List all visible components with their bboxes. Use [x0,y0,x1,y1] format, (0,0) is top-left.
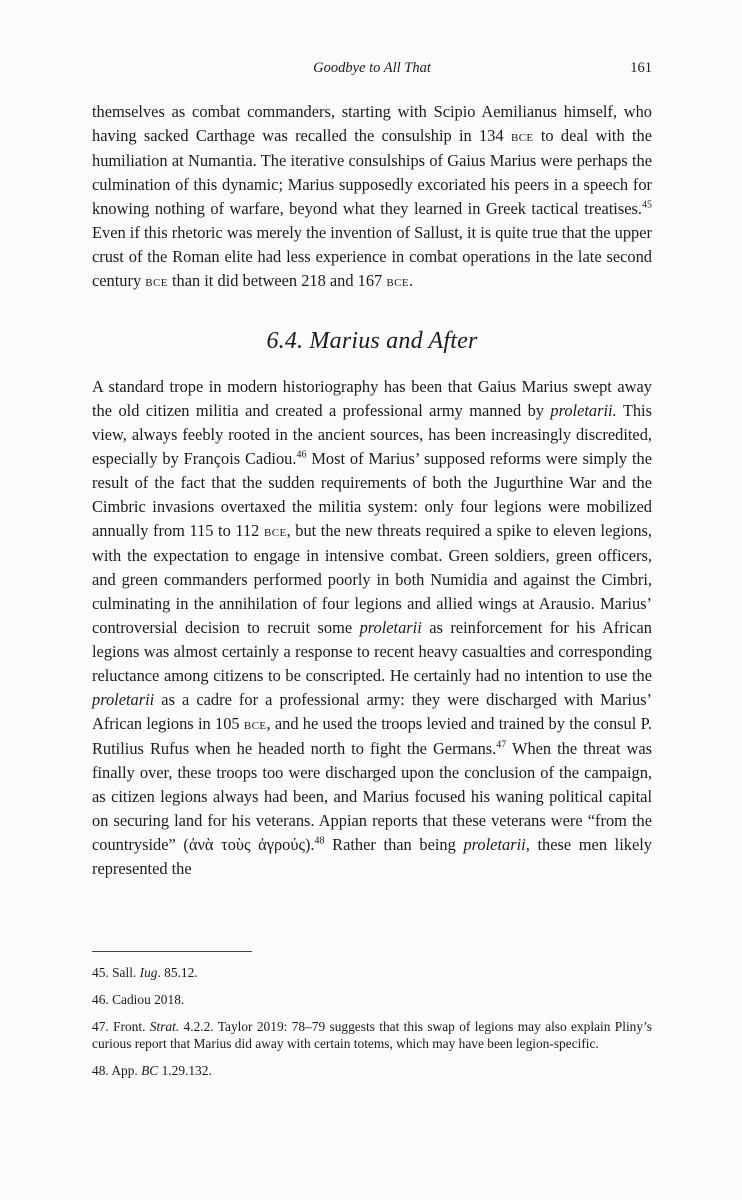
footnote-italic: Strat. [149,1019,180,1034]
footnote-text: 47. Front. [92,1019,150,1034]
text-run: , and he used the troops levied and trained by the consul P. Rutilius Rufus when he headed north to fight the Germans. [92,714,652,758]
footnote-text: . 85.12. [157,965,198,980]
era-abbrev: bce [510,129,534,145]
era-abbrev: bce [263,524,287,540]
section-heading: 6.4. Marius and After [266,328,478,354]
footnote-ref-48[interactable]: 48 [314,835,325,847]
italic-term: proletarii [359,618,422,637]
footnote-45 [92,964,652,981]
text-run: , these men likely represented the [92,835,652,878]
main-text [92,100,652,294]
footnote-ref-47[interactable]: 47 [496,739,507,751]
text-run: to deal with the humiliation at Numantia. The iterative consulships of Gaius Marius were perhaps the culmination of this dynamic; Marius supposedly excoriated his peers in a speech for knowing nothing of warfare, beyond what they learned in Greek tactical treatises. [92,126,652,218]
footnote-46: 46. Cadiou 2018. [92,992,185,1007]
text-run: themselves as combat commanders, starting with Scipio Aemilianus himself, who having sacked Carthage was recalled the consulship in 134 [92,102,652,145]
text-run: , but the new threats required a spike to eleven legions, with the expectation to engage in intensive combat. Green soldiers, green officers, and green commanders performed poorly in both Numidia and against the Cimbri, culminating in the annihilation of four legions and allied wings at Arausio. Marius’ controversial decision to recruit some [92,521,652,637]
footnote-divider [92,951,252,952]
era-abbrev: bce [145,274,168,290]
running-head-title: Goodbye to All That [313,60,431,76]
main-text-2 [92,375,652,881]
text-run: Most of Marius’ supposed reforms were simply the result of the fact that the sudden requirements of both the Jugurthine War and the Cimbric invasions overtaxed the militia system: only four legions were mobilized annually from 115 to 112 [92,449,652,540]
italic-term: proletarii [463,835,526,854]
era-abbrev: bce [243,717,267,733]
text-run: as reinforcement for his African legions was almost certainly a response to recent heavy casualties and corresponding reluctance among citizens to be conscripted. He certainly had no intention to use the [92,618,653,685]
footnote-text: 45. Sall. [92,965,140,980]
footnotes [92,964,652,1079]
footnote-text: 4.2.2. Taylor 2019: 78–79 suggests that this swap of legions may also explain Pliny’s curious report that Marius did away with certain totems, which may have been legion-specific. [92,1019,652,1051]
text-run: Even if this rhetoric was merely the invention of Sallust, it is quite true that the upper crust of the Roman elite had less experience in combat operations in the late second century [92,223,652,290]
text-run: Rather than being [324,835,464,854]
text-run: When the threat was finally over, these troops too were discharged upon the conclusion of the campaign, as citizen legions always had been, and Marius focused his waning political capital on securing land for his veterans. Appian reports that these veterans were “from the countryside” (ἀνὰ τοὺς ἀγρούς). [92,739,652,854]
footnote-ref-46[interactable]: 46 [296,449,307,461]
text-run: than it did between 218 and 167 [167,271,387,290]
footnote-48 [92,1062,652,1079]
text-run: This view, always feebly rooted in the ancient sources, has been increasingly discredited, especially by François Cadiou. [92,401,652,468]
footnote-ref-45[interactable]: 45 [642,199,652,211]
era-abbrev: bce [386,274,409,290]
text-run: . [408,271,414,290]
page-number: 161 [630,60,652,76]
footnote-text: 48. App. [92,1063,142,1078]
italic-term: proletarii [92,690,155,709]
footnote-text: 1.29.132. [158,1063,212,1078]
footnote-47 [92,1018,652,1052]
italic-term: proletarii. [550,401,617,420]
footnote-italic: Iug [139,965,158,980]
running-head [92,60,652,86]
paragraph-2 [92,375,652,881]
footnote-italic: BC [141,1063,159,1078]
book-page [92,60,652,1089]
paragraph-1 [92,100,652,294]
text-run: as a cadre for a professional army: they were discharged with Marius’ African legions in 105 [92,690,652,733]
text-run: A standard trope in modern historiography has been that Gaius Marius swept away the old citizen militia and created a professional army manned by [92,377,652,420]
